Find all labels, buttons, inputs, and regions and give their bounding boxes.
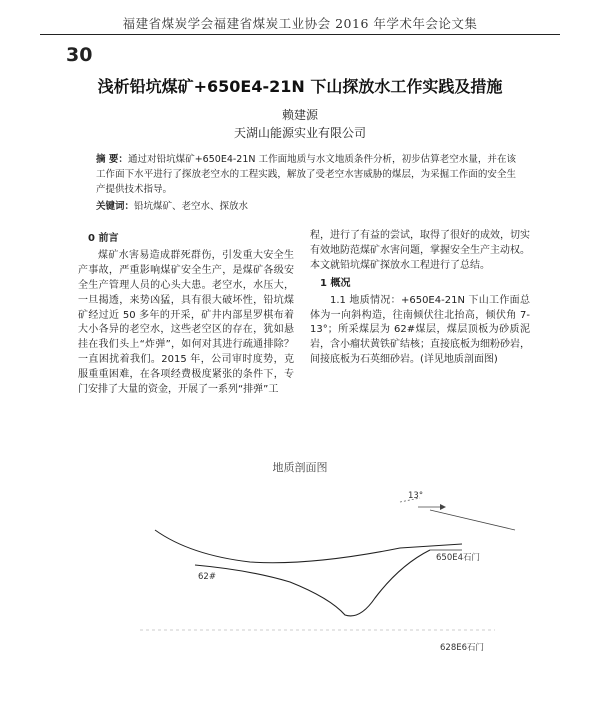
strata-line-right-upper — [430, 510, 515, 530]
paragraph-intro: 煤矿水害易造成群死群伤，引发重大安全生产事故，严重影响煤矿安全生产，是煤矿各级安全生产管理人员的心头大患。老空水，水压大，一旦揭透，来势凶猛，具有很大破坏性，铅坑煤矿经过近 50 多年的开采，矿井内部星罗棋布着大小各异的老空水，这些老空区的存在，犹如悬挂在我们头上“炸弹”，如何对其进行疏通排除？一直困扰着我们。2015 年，公司审时度势，克服重重困难，在各项经费极度紧张的条件下，专门安排了大量的资金，开展了一系列“排弹”工 — [78, 249, 294, 396]
level-650-label: 650E4石门 — [436, 553, 481, 563]
section-heading-intro: 0 前言 — [88, 233, 119, 244]
abstract — [96, 152, 516, 197]
body-column-right — [310, 229, 530, 368]
paragraph-intro-continued: 程，进行了有益的尝试，取得了很好的成效，切实有效地防范煤矿水害问题，掌握安全生产主动权。本文就铅坑煤矿探放水工程进行了总结。 — [310, 230, 530, 271]
coal-seam-62 — [195, 550, 430, 616]
figure-title: 地质剖面图 — [272, 461, 328, 474]
keywords-text: 铅坑煤矿、老空水、探放水 — [134, 201, 249, 212]
paper-number: 30 — [66, 44, 93, 66]
abstract-text: 通过对铅坑煤矿+650E4-21N 工作面地质与水文地质条件分析，初步估算老空水量，并在该工作面下水平进行了探放老空水的工程实践，解放了受老空水害威胁的煤层，为采掘工作面的安全生产提供技术指导。 — [96, 154, 516, 195]
body-column-left — [78, 229, 294, 398]
author: 赖建源 — [281, 108, 318, 122]
keywords — [96, 198, 516, 212]
dip-angle-label: 13° — [408, 491, 424, 501]
section-heading-overview: 1 概况 — [320, 277, 351, 289]
running-header: 福建省煤炭学会福建省煤炭工业协会 2016 年学术年会论文集 — [122, 16, 478, 31]
abstract-label: 摘 要： — [96, 154, 128, 165]
paper-title: 浅析铅坑煤矿+650E4-21N 下山探放水工作实践及措施 — [97, 77, 503, 96]
level-628-label: 628E6石门 — [440, 643, 485, 653]
seam-62-label: 62# — [198, 572, 216, 582]
geological-section-figure — [100, 470, 520, 695]
header-rule — [40, 34, 560, 35]
affiliation: 天湖山能源实业有限公司 — [233, 126, 366, 140]
keywords-label: 关键词： — [96, 201, 135, 212]
paragraph-geology: 1.1 地质情况：+650E4-21N 下山工作面总体为一向斜构造，往南倾伏往北抬高，倾伏角 7-13°；所采煤层为 62#煤层，煤层顶板为砂质泥岩，含小瘤状黄铁矿结核；直接底板为细粉砂岩，间接底板为石英细砂岩。(详见地质剖面图) — [310, 294, 530, 366]
dip-arrow-head — [440, 504, 446, 510]
